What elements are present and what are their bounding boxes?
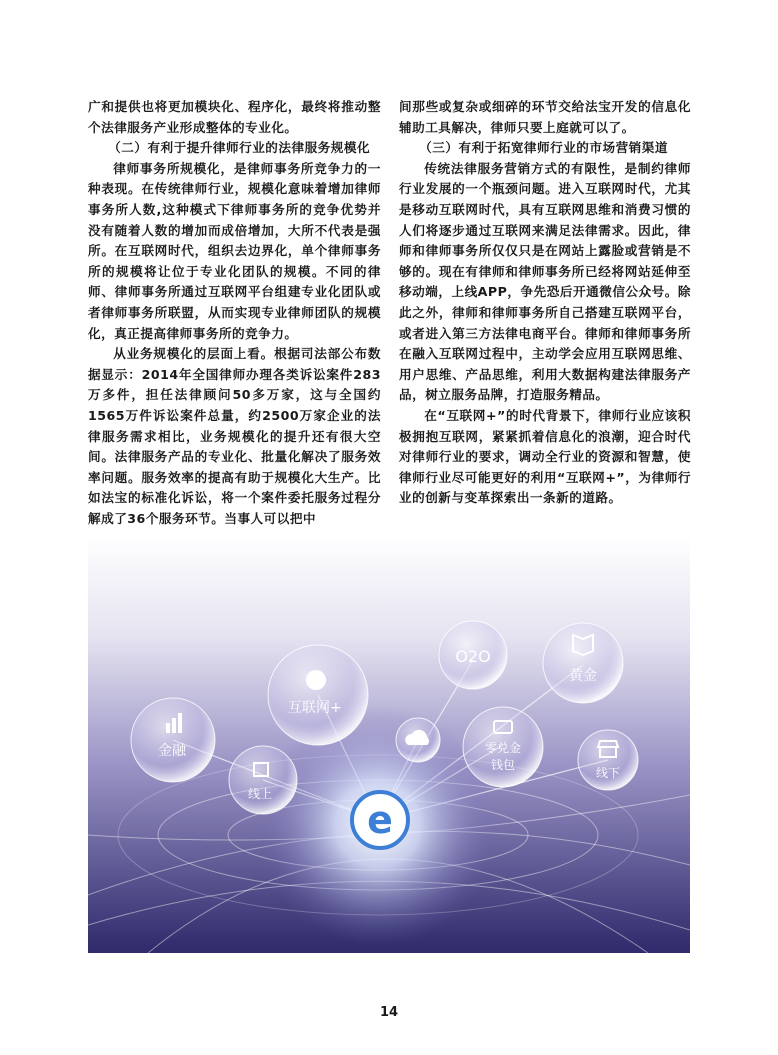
left-text-column [88, 97, 381, 529]
svg-text:线下: 线下 [595, 766, 621, 780]
globe-icon [306, 670, 326, 690]
bubble-o2o [439, 621, 507, 689]
bubble-cloud [396, 718, 440, 762]
center-e-logo [352, 792, 408, 848]
bubble-wallet [463, 707, 543, 787]
section-heading: （二）有利于提升律师行业的法律服务规模化 [108, 140, 371, 156]
paragraph: 从业务规模化的层面上看。根据司法部公布数据显示：2014年全国律师办理各类诉讼案件283万多件，担任法律顾问50多万家，这与全国约1565万件诉讼案件总量，约2500万家企业的法律服务需求相比，业务规模化的提升还有很大空间。法律服务产品的专业化、批量化解决了服务效率问题。服务效率的提高有助于规模化大生产。比如法宝的标准化诉讼，将一个案件委托服务过程分解成了36个服务环节。当事人可以把中 [88, 346, 381, 526]
svg-text:金融: 金融 [158, 743, 186, 759]
internet-plus-illustration [88, 535, 690, 953]
bubble-internet-plus [268, 645, 368, 745]
paragraph: 在“互联网+”的时代背景下，律师行业应该积极拥抱互联网，紧紧抓着信息化的浪潮，迎合时代对律师行业的要求，调动全行业的资源和智慧，使律师行业尽可能更好的利用“互联网+”，为律师行业的创新与变革探索出一条新的道路。 [399, 407, 691, 506]
svg-text:O2O: O2O [455, 647, 491, 666]
paragraph: 间那些或复杂或细碎的环节交给法宝开发的信息化辅助工具解决，律师只要上庭就可以了。 [399, 99, 691, 135]
page-number: 14 [379, 1005, 399, 1020]
paragraph: 律师事务所规模化，是律师事务所竞争力的一种表现。在传统律师行业，规模化意味着增加律师事务所人数,这种模式下律师事务所的竞争优势并没有随着人数的增加而成倍增加，大所不代表是强所。在互联网时代，组织去边界化，单个律师事务所的规模将让位于专业化团队的规模。不同的律师、律师事务所通过互联网平台组建专业化团队或者律师事务所联盟，从而实现专业律师团队的规模化，真正提高律师事务所的竞争力。 [88, 160, 381, 341]
section-heading: （三）有利于拓宽律师行业的市场营销渠道 [419, 140, 668, 156]
bubble-online [229, 746, 297, 814]
svg-text:线上: 线上 [248, 787, 273, 801]
bubble-gold [543, 623, 623, 703]
paragraph: 广和提供也将更加模块化、程序化，最终将推动整个法律服务产业形成整体的专业化。 [88, 99, 381, 135]
bubble-finance [131, 698, 215, 782]
svg-text:黄金: 黄金 [569, 668, 597, 684]
paragraph: 传统法律服务营销方式的有限性，是制约律师行业发展的一个瓶颈问题。进入互联网时代，尤其是移动互联网时代，具有互联网思维和消费习惯的人们将逐步通过互联网来满足法律需求。因此，律师和律师事务所仅仅只是在网站上露脸或营销是不够的。现在有律师和律师事务所已经将网站延伸至移动端，上线APP，争先恐后开通微信公众号。除此之外，律师和律师事务所自己搭建互联网平台，或者进入第三方法律电商平台。律师和律师事务所在融入互联网过程中，主动学会应用互联网思维、用户思维、产品思维，利用大数据构建法律服务产品，树立服务品牌，打造服务精品。 [399, 160, 691, 403]
svg-text:互联网+: 互联网+ [288, 700, 342, 716]
right-text-column [399, 97, 691, 509]
center-glyph: e [367, 798, 393, 842]
svg-text:钱包: 钱包 [490, 758, 516, 772]
svg-text:零兑金: 零兑金 [484, 741, 522, 755]
bubble-offline [578, 730, 638, 790]
